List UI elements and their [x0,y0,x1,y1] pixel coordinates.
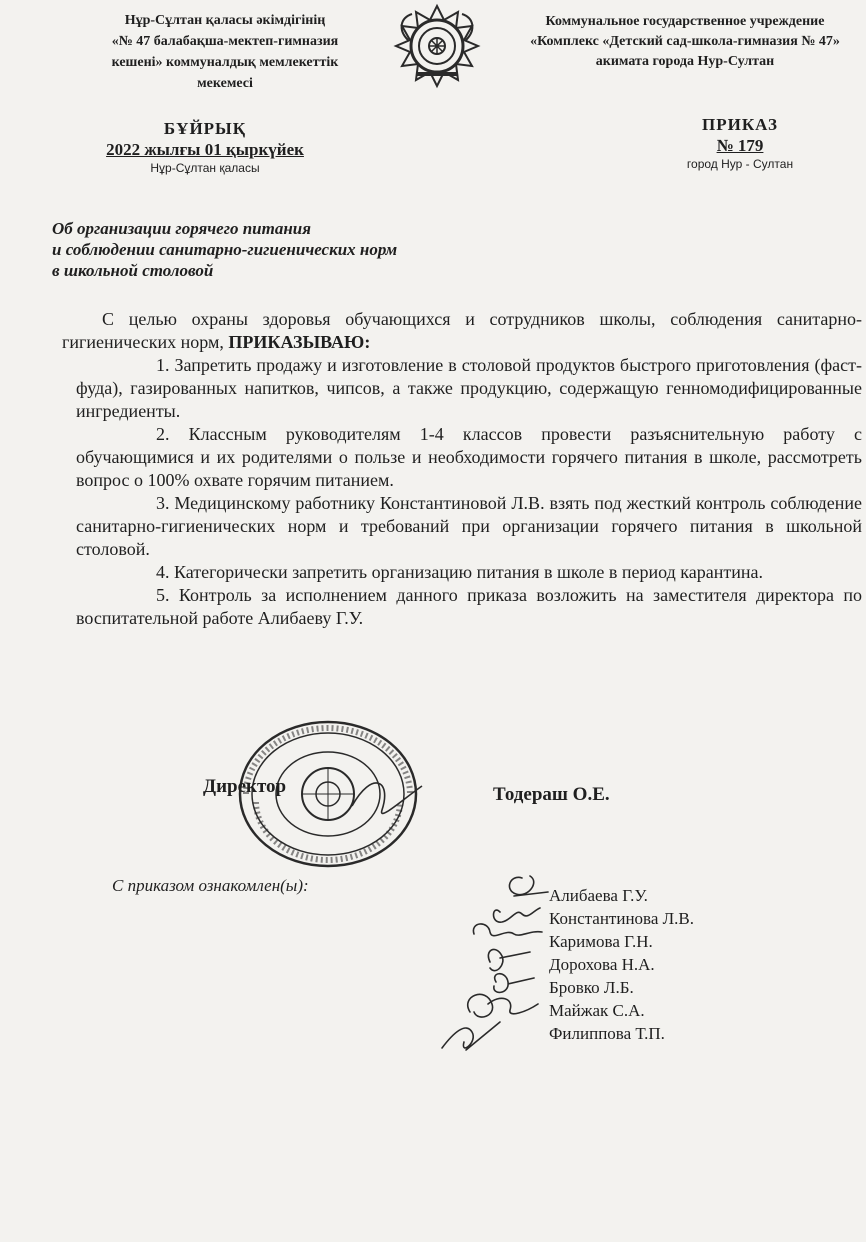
header-kazakh-line: Нұр-Сұлтан қаласы әкімдігінің [124,13,326,28]
header-russian-line: акимата города Нур-Султан [595,54,775,69]
acknowledgment-label: С приказом ознакомлен(ы): [112,876,309,895]
handwritten-signatures-icon [430,872,550,1072]
list-item: Алибаева Г.У. [549,886,648,905]
order-block-kazakh [60,118,350,176]
header-kazakh [80,10,370,94]
acknowledgment-list [549,884,694,1045]
header-kazakh-line: кешені» коммуналдық мемлекеттік [111,55,339,70]
order-body [62,308,862,630]
subject-line: в школьной столовой [52,261,214,280]
intro-paragraph [62,308,862,354]
header-russian-line: «Комплекс «Детский сад-школа-гимназия № 47» [530,34,840,49]
subject-line: Об организации горячего питания [52,219,312,238]
list-item: Константинова Л.В. [549,909,695,928]
list-item: Дорохова Н.А. [549,955,655,974]
order-item: 1. Запретить продажу и изготовление в столовой продуктов быстрого приготовления (фаст-фуда), газированных напитков, чипсов, а также продукцию, содержащую генномодифицированные ингредиенты. [76,355,862,421]
director-label: Директор [203,776,287,797]
header-russian [505,12,865,72]
director-name: Тодераш О.Е. [493,784,610,805]
order-item: 3. Медицинскому работнику Константиновой Л.В. взять под жесткий контроль соблюдение санитарно-гигиенических норм и требований при организации горячего питания в школьной столовой. [76,493,862,559]
list-item: Майжак С.А. [549,1001,645,1020]
order-number: № 179 [716,136,764,155]
order-city-kazakh: Нұр-Сұлтан қаласы [150,161,260,175]
state-emblem-icon [378,0,496,92]
header-russian-line: Коммунальное государственное учреждение [545,14,825,29]
list-item: Каримова Г.Н. [549,932,653,951]
header-kazakh-line: «№ 47 балабақша-мектеп-гимназия [111,34,339,49]
list-item: Бровко Л.Б. [549,978,634,997]
order-title-russian: ПРИКАЗ [702,115,778,134]
order-item: 5. Контроль за исполнением данного приказа возложить на заместителя директора по воспитательной работе Алибаеву Г.У. [76,585,862,628]
list-item: Филиппова Т.П. [549,1024,665,1043]
order-title-kazakh: БҰЙРЫҚ [163,119,247,138]
order-date: 2022 жылғы 01 қыркүйек [106,140,304,159]
order-item: 4. Категорически запретить организацию питания в школе в период карантина. [156,562,763,582]
intro-emphasis: ПРИКАЗЫВАЮ: [228,332,371,352]
order-block-russian [660,114,820,172]
intro-text: С целью охраны здоровья обучающихся и сотрудников школы, соблюдения санитарно-гигиенических норм, [62,309,862,352]
order-subject [52,218,532,281]
order-item: 2. Классным руководителям 1-4 классов провести разъяснительную работу с обучающимися и их родителями о пользе и необходимости горячего питания в школе, рассмотреть вопрос о 100% охвате горячим питанием. [76,424,862,490]
subject-line: и соблюдении санитарно-гигиенических норм [52,240,398,259]
order-city-russian: город Нур - Султан [686,157,794,171]
header-kazakh-line: мекемесі [197,76,253,91]
